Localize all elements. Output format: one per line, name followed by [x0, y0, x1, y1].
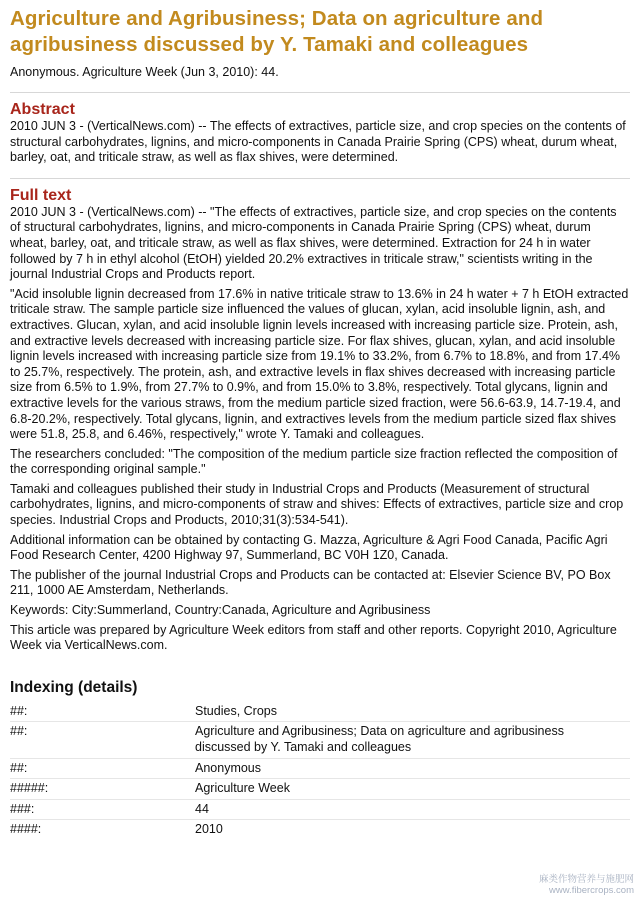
- indexing-label: ##:: [10, 724, 28, 739]
- indexing-row-title: [10, 721, 630, 757]
- fulltext-paragraph: The researchers concluded: "The composition of the medium particle size fraction reflected the composition of the corresponding original sample.": [10, 446, 618, 477]
- fulltext-paragraph: Additional information can be obtained by contacting G. Mazza, Agriculture & Agri Food Canada, Pacific Agri Food Research Center, 4200 Highway 97, Summerland, BC V0H 1Z0, Canada.: [10, 532, 608, 563]
- fulltext-paragraph: 2010 JUN 3 - (VerticalNews.com) -- "The effects of extractives, particle size, and crop species on the contents of structural carbohydrates, lignins, and micro-components in Canada Prairie Spring (CPS) wheat, durum wheat, barley, oat, and triticale straw, as well as flax shives, were determined. Extraction for 24 h in water followed by 7 h in ethyl alcohol (EtOH) yielded 20.2% extractives in triticale straw," scientists writing in the journal Industrial Crops and Products report.: [10, 204, 617, 282]
- indexing-table: [10, 702, 630, 840]
- watermark-line: www.fibercrops.com: [549, 885, 634, 896]
- indexing-value: Studies, Crops: [195, 703, 277, 718]
- watermark-line: 麻类作物营养与施肥网: [538, 874, 634, 885]
- indexing-heading: Indexing (details): [10, 678, 138, 696]
- abstract-heading: Abstract: [10, 101, 75, 118]
- fulltext-heading: Full text: [10, 186, 72, 204]
- fulltext-paragraph: The publisher of the journal Industrial Crops and Products can be contacted at: Elsevier Science BV, PO Box 211, 1000 AE Amsterdam, Netherlands.: [10, 567, 611, 598]
- fulltext-section: [10, 186, 630, 654]
- indexing-label: ##:: [10, 760, 28, 775]
- article-title: Agriculture and Agribusiness; Data on agriculture and agribusiness discussed by Y. Tamaki and colleagues: [10, 7, 544, 56]
- indexing-section: [10, 678, 630, 840]
- indexing-row-author: [10, 758, 630, 779]
- indexing-label: ####:: [10, 822, 42, 837]
- article-byline: Anonymous. Agriculture Week (Jun 3, 2010): 44.: [10, 65, 279, 79]
- fulltext-paragraph: Tamaki and colleagues published their study in Industrial Crops and Products (Measurement of structural carbohydrates, lignins, and micro-components of straw and shives: Effects of extractives, particle size and crop species. Industrial Crops and Products, 2010;31(3):534-541).: [10, 481, 624, 528]
- indexing-row-subject: [10, 702, 630, 722]
- section-divider: [10, 178, 630, 179]
- abstract-text: 2010 JUN 3 - (VerticalNews.com) -- The effects of extractives, particle size, and crop species on the contents of structural carbohydrates, lignins, and micro-components in Canada Prairie Spring (CPS) wheat, durum wheat, barley, oat, and triticale straw, as well as flax shives, were determined.: [10, 119, 626, 165]
- indexing-row-publication: [10, 778, 630, 799]
- site-watermark: [539, 874, 634, 896]
- copyright-paragraph: This article was prepared by Agriculture Week editors from staff and other reports. Copyright 2010, Agriculture Week via VerticalNews.com.: [10, 622, 617, 653]
- indexing-label: #####:: [10, 781, 49, 796]
- indexing-value: Agriculture and Agribusiness; Data on agriculture and agribusiness discussed by Y. Tamaki and colleagues: [195, 724, 564, 754]
- keywords-paragraph: Keywords: City:Summerland, Country:Canada, Agriculture and Agribusiness: [10, 603, 431, 618]
- indexing-value: Agriculture Week: [195, 781, 290, 796]
- indexing-value: 44: [195, 801, 209, 816]
- indexing-row-year: [10, 819, 630, 840]
- indexing-row-pages: [10, 799, 630, 820]
- fulltext-paragraph: "Acid insoluble lignin decreased from 17.6% in native triticale straw to 13.6% in 24 h water + 7 h EtOH extracted triticale straw. The sample particle size influenced the values of glucan, xylan, acid insoluble lignin, ash, and extractives. Glucan, xylan, and acid insoluble lignin levels increased with increasing particle size. Protein, ash, and extractive levels decreased with increasing particle size. For flax shives, glucan, xylan, and acid insoluble lignin levels increased with increasing particle size from 19.1% to 33.2%, from 6.7% to 18.8%, and from 17.4% to 25.7%, respectively. The protein, ash, and extractive levels in flax shives decreased with increasing particle size from 6.5% to 1.9%, from 27.7% to 0.9%, and from 15.0% to 3.8%, respectively. Total glycans, lignin and extractive levels for the various straws, from the medium particle sized fraction, were 56.6-63.9, 14.7-19.4, and 6.8-20.2%, respectively. Total glycans, lignin, and extractives levels from the medium particle sized flax shives were 51.8, 25.8, and 6.46%, respectively," wrote Y. Tamaki and colleagues.: [10, 286, 629, 442]
- indexing-value: 2010: [195, 822, 223, 837]
- section-divider: [10, 92, 630, 93]
- indexing-label: ##:: [10, 703, 28, 718]
- indexing-label: ###:: [10, 801, 35, 816]
- abstract-section: [10, 100, 630, 166]
- indexing-value: Anonymous: [195, 760, 262, 775]
